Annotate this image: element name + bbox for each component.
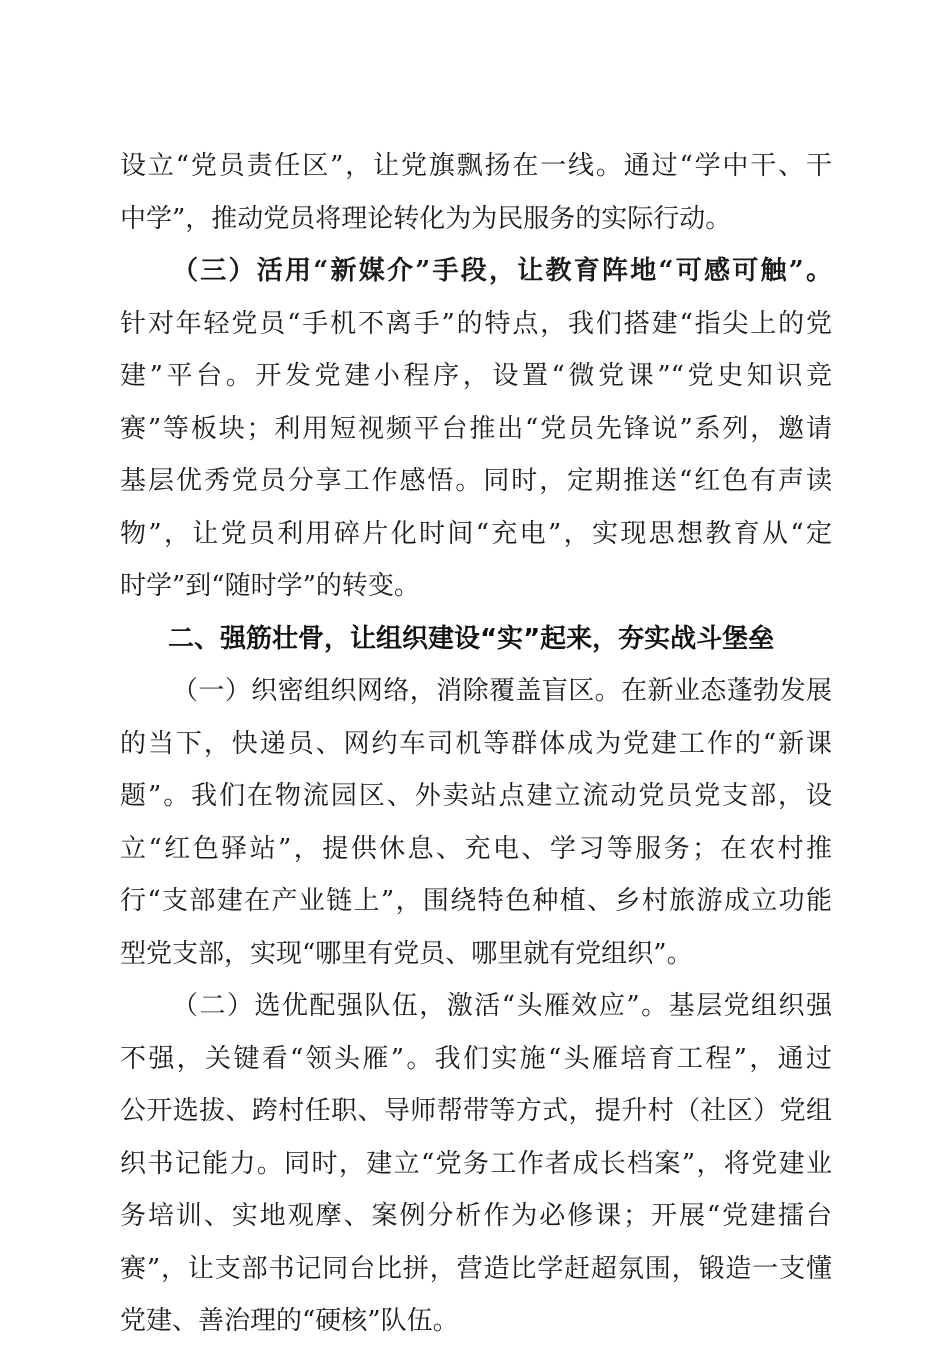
text-line: 设立“党员责任区”，让党旗飘扬在一线。通过“学中干、干 <box>120 151 832 181</box>
subsection-3-paragraph <box>120 245 832 613</box>
subsection-2-1-title-line: （一）织密组织网络，消除覆盖盲区。在新业态蓬勃发展 <box>172 676 832 706</box>
text-line: 针对年轻党员“手机不离手”的特点，我们搭建“指尖上的党 <box>120 308 832 339</box>
text-line: 题”。我们在物流园区、外卖站点建立流动党员党支部，设 <box>120 781 832 811</box>
subsection-3-title: （三）活用“新媒介”手段，让教育阵地“可感可触”。 <box>172 256 832 286</box>
text-line: 赛”等板块；利用短视频平台推出“党员先锋说”系列，邀请 <box>120 413 832 444</box>
text-line: 时学”到“随时学”的转变。 <box>120 571 420 601</box>
subsection-2-1-paragraph <box>120 665 832 980</box>
paragraph-continuation <box>120 140 832 245</box>
text-line: 行“支部建在产业链上”，围绕特色种植、乡村旅游成立功能 <box>120 886 832 916</box>
text-line: 立“红色驿站”，提供休息、充电、学习等服务；在农村推 <box>120 833 832 864</box>
text-line: 物”，让党员利用碎片化时间“充电”，实现思想教育从“定 <box>120 518 832 549</box>
text-line: 不强，关键看“领头雁”。我们实施“头雁培育工程”，通过 <box>120 1043 832 1074</box>
text-line: 建”平台。开发党建小程序，设置“微党课”“党史知识竞 <box>120 361 832 391</box>
subsection-2-2-title-line: （二）选优配强队伍，激活“头雁效应”。基层党组织强 <box>172 991 832 1021</box>
text-line: 的当下，快递员、网约车司机等群体成为党建工作的“新课 <box>120 728 832 759</box>
text-line: 型党支部，实现“哪里有党员、哪里就有党组织”。 <box>120 938 693 969</box>
text-line: 党建、善治理的“硬核”队伍。 <box>120 1306 459 1336</box>
text-line: 中学”，推动党员将理论转化为为民服务的实际行动。 <box>120 203 732 234</box>
text-line: 公开选拔、跨村任职、导师帮带等方式，提升村（社区）党组 <box>120 1096 832 1126</box>
text-line: 务培训、实地观摩、案例分析作为必修课；开展“党建擂台 <box>120 1201 832 1231</box>
subsection-2-2-paragraph <box>120 980 832 1348</box>
text-line: 织书记能力。同时，建立“党务工作者成长档案”，将党建业 <box>120 1148 832 1179</box>
document-body <box>120 140 832 1348</box>
text-line: 基层优秀党员分享工作感悟。同时，定期推送“红色有声读 <box>120 466 832 496</box>
section-2-heading: 二、强筋壮骨，让组织建设“实”起来，夯实战斗堡垒 <box>168 623 775 654</box>
text-line: 赛”，让支部书记同台比拼，营造比学赶超氛围，锻造一支懂 <box>120 1253 832 1284</box>
